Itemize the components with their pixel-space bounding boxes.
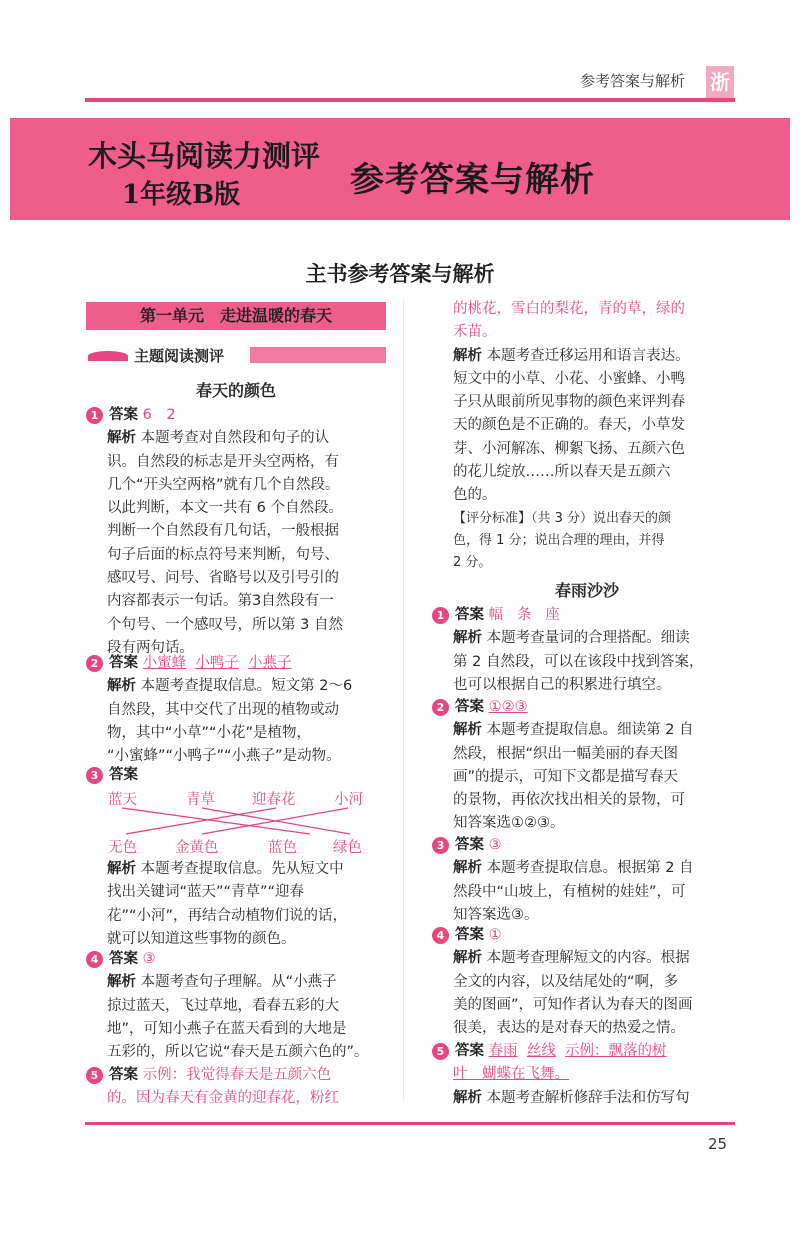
q5-answer: 示例：飘落的树	[565, 1043, 667, 1059]
q2-answer: ①②③	[488, 699, 528, 715]
q3-answer-row	[86, 764, 138, 787]
q5-answer-text: 的桃花，雪白的梨花，青的草，绿的	[453, 301, 685, 317]
question-number: 5	[86, 1067, 103, 1084]
right-q5	[432, 1040, 752, 1110]
left-story-title: 春天的颜色	[195, 381, 276, 400]
analysis-text: 本题考查提取信息。短文第 2～6	[140, 678, 353, 695]
analysis-line: “小蜜蜂”“小鸭子”“小燕子”是动物。	[107, 748, 341, 765]
answer-label: 答案	[455, 607, 484, 623]
analysis-label: 解析	[453, 860, 482, 877]
match-bottom-item: 绿色	[333, 840, 362, 856]
right-q4	[432, 924, 752, 1040]
analysis-line: 内容都表示一句话。第3自然段有一	[107, 593, 334, 610]
answer-label: 答案	[455, 927, 484, 943]
analysis-label: 解析	[453, 347, 482, 364]
answer-label: 答案	[455, 837, 484, 853]
right-q3	[432, 834, 752, 927]
q5-answer: 春雨	[488, 1043, 518, 1059]
answer-label: 答案	[109, 767, 138, 783]
analysis-label: 解析	[107, 678, 136, 695]
left-q4	[86, 948, 396, 1064]
analysis-line: 物，其中“小草”“小花”是植物，	[107, 724, 312, 741]
province-badge: 浙	[706, 66, 734, 98]
analysis-line: 段有两句话。	[107, 639, 194, 656]
q5-answer-row	[432, 1040, 752, 1063]
analysis-line: 花”“小河”，再结合动植物们说的话，	[107, 907, 348, 924]
analysis-line: 五彩的，所以它说“春天是五颜六色的”。	[107, 1044, 369, 1061]
q5-answer-text: 叶 蝴蝶在飞舞。	[453, 1066, 569, 1083]
question-number: 4	[432, 927, 449, 944]
analysis-label: 解析	[453, 722, 482, 739]
analysis-line	[86, 427, 396, 450]
left-q2	[86, 652, 396, 768]
analysis-text: 本题考查对自然段和句子的认	[140, 430, 330, 447]
q1-answer: 6 2	[142, 407, 176, 423]
match-top-item: 蓝天	[108, 792, 137, 808]
analysis-line	[432, 857, 752, 880]
analysis-line: 的花儿绽放……所以春天是五颜六	[453, 464, 671, 481]
analysis-line: 天的颜色是不正确的。春天，小草发	[453, 417, 685, 434]
q5-answer-text: 禾苗。	[453, 324, 497, 341]
analysis-line: 很美，表达的是对春天的热爱之情。	[453, 1020, 685, 1037]
analysis-line	[86, 675, 396, 698]
analysis-line	[86, 858, 396, 881]
book-title: 木头马阅读力测评	[88, 139, 321, 173]
right-q2	[432, 696, 752, 836]
banner-main-title: 参考答案与解析	[350, 160, 595, 200]
boat-icon	[88, 351, 128, 361]
subhead	[88, 345, 224, 366]
analysis-line: 几个“开头空两格”就有几个自然段。	[107, 476, 340, 493]
q2-answer: 小燕子	[248, 655, 292, 671]
q4-answer-row	[432, 924, 752, 947]
q1-answer: 座	[545, 607, 560, 623]
match-top-item: 青草	[186, 792, 215, 808]
answer-label: 答案	[109, 655, 138, 671]
analysis-line: 就可以知道这些事物的颜色。	[107, 930, 296, 947]
analysis-line: 知答案选①②③。	[453, 815, 565, 832]
book-edition: 1年级B版	[122, 180, 241, 210]
right-continuation	[432, 298, 752, 574]
q2-answer: 小鸭子	[195, 655, 239, 671]
section-title: 主书参考答案与解析	[305, 262, 495, 286]
footer-rule	[85, 1122, 735, 1125]
q5-answer-text: 示例：我觉得春天是五颜六色	[142, 1067, 332, 1083]
q5-answer-row	[86, 1064, 396, 1087]
analysis-line	[432, 627, 752, 650]
right-story-title: 春雨沙沙	[554, 581, 619, 600]
analysis-label: 解析	[107, 861, 136, 877]
left-q1	[86, 404, 396, 660]
scoring-criteria: 2 分。	[453, 554, 492, 570]
answer-label: 答案	[109, 951, 138, 967]
subhead-bar	[250, 347, 386, 363]
analysis-line: 芽、小河解冻、柳絮飞扬、五颜六色	[453, 440, 685, 457]
running-header: 参考答案与解析	[580, 72, 686, 90]
analysis-label: 解析	[453, 630, 482, 647]
q4-answer: ③	[142, 951, 156, 967]
match-top-item: 迎春花	[252, 792, 296, 808]
question-number: 1	[86, 407, 103, 424]
q1-answer: 条	[516, 607, 532, 623]
question-number: 3	[86, 767, 103, 784]
analysis-line: 感叹号、问号、省略号以及引号引的	[107, 570, 339, 587]
answer-label: 答案	[455, 1043, 484, 1059]
question-number: 4	[86, 951, 103, 968]
scoring-criteria: 【评分标准】（共 3 分）说出春天的颜	[453, 510, 672, 526]
analysis-line: 也可以根据自己的积累进行填空。	[453, 676, 671, 693]
subhead-text: 主题阅读测评	[134, 347, 225, 365]
scoring-criteria: 色，得 1 分；说出合理的理由，并得	[453, 532, 665, 548]
analysis-line: 判断一个自然段有几句话，一般根据	[107, 523, 339, 540]
analysis-label: 解析	[453, 950, 482, 967]
q1-answer-row	[432, 604, 752, 627]
analysis-text: 本题考查提取信息。细读第 2 自	[486, 722, 694, 739]
unit-title: 第一单元 走进温暖的春天	[86, 302, 386, 330]
q5-answer-text: 的。因为春天有金黄的迎春花，粉红	[107, 1090, 339, 1107]
analysis-line: 句子后面的标点符号来判断，句号、	[107, 546, 339, 563]
analysis-line: 色的。	[453, 487, 497, 504]
analysis-line: 然段，根据“织出一幅美丽的春天图	[453, 745, 679, 762]
analysis-line: 个句号、一个感叹号，所以第 3 自然	[107, 616, 343, 633]
analysis-label: 解析	[107, 430, 136, 447]
match-bottom-item: 蓝色	[268, 840, 297, 856]
right-q1	[432, 604, 752, 697]
analysis-line	[432, 345, 752, 368]
analysis-line: 短文中的小草、小花、小蜜蜂、小鸭	[453, 370, 685, 387]
analysis-line: 美的图画”，可知作者认为春天的图画	[453, 996, 693, 1013]
q2-answer-row	[432, 696, 752, 719]
analysis-text: 本题考查句子理解。从“小燕子	[140, 974, 337, 991]
match-bottom-item: 无色	[108, 840, 137, 856]
analysis-line: 子只从眼前所见事物的颜色来评判春	[453, 394, 685, 411]
q4-answer-row	[86, 948, 396, 971]
answer-label: 答案	[109, 1067, 138, 1083]
analysis-text: 本题考查提取信息。根据第 2 自	[486, 860, 694, 877]
q3-answer: ③	[488, 837, 502, 853]
q2-answer-row	[86, 652, 396, 675]
analysis-line: 画”的提示，可知下文都是描写春天	[453, 768, 679, 785]
analysis-text: 本题考查解析修辞手法和仿写句	[486, 1089, 690, 1106]
answer-label: 答案	[455, 699, 484, 715]
analysis-line: 以此判断，本文一共有 6 个自然段。	[107, 500, 343, 517]
left-q3-analysis	[86, 858, 396, 951]
match-top-item: 小河	[334, 792, 363, 808]
analysis-line: 识。自然段的标志是开头空两格，有	[107, 453, 339, 470]
match-bottom-item: 金黄色	[175, 840, 219, 856]
analysis-line: 全文的内容，以及结尾处的“啊，多	[453, 973, 679, 990]
left-q5	[86, 1064, 396, 1111]
column-divider	[403, 300, 404, 1100]
analysis-line: 的景物，再依次找出相关的景物，可	[453, 792, 685, 809]
analysis-text: 本题考查理解短文的内容。根据	[486, 950, 690, 967]
analysis-label: 解析	[107, 974, 136, 991]
matching-lines	[86, 806, 386, 836]
question-number: 2	[86, 655, 103, 672]
analysis-line: 找出关键词“蓝天”“青草”“迎春	[107, 884, 305, 901]
q1-answer-row	[86, 404, 396, 427]
analysis-line: 知答案选③。	[453, 906, 539, 923]
analysis-text: 本题考查量词的合理搭配。细读	[486, 630, 690, 647]
analysis-line: 然段中“山坡上，有植树的娃娃”，可	[453, 883, 686, 900]
question-number: 1	[432, 607, 449, 624]
analysis-line: 地”，可知小燕子在蓝天看到的大地是	[107, 1020, 347, 1037]
answer-label: 答案	[109, 407, 138, 423]
analysis-text: 本题考查提取信息。先从短文中	[140, 861, 344, 877]
analysis-line	[432, 1087, 752, 1110]
question-number: 2	[432, 699, 449, 716]
q5-answer: 丝线	[526, 1043, 556, 1059]
analysis-line: 第 2 自然段，可以在该段中找到答案，	[453, 653, 704, 670]
analysis-line	[432, 719, 752, 742]
q1-answer: 幅	[488, 607, 504, 623]
analysis-text: 本题考查迁移运用和语言表达。	[486, 347, 690, 364]
analysis-line: 自然段，其中交代了出现的植物或动	[107, 701, 339, 718]
page-number: 25	[708, 1135, 728, 1153]
question-number: 3	[432, 837, 449, 854]
analysis-label: 解析	[453, 1089, 482, 1106]
header-rule	[85, 98, 735, 102]
analysis-line	[86, 971, 396, 994]
q2-answer: 小蜜蜂	[142, 655, 187, 671]
q4-answer: ①	[488, 927, 502, 943]
analysis-line	[432, 947, 752, 970]
analysis-line: 掠过蓝天，飞过草地，看春五彩的大	[107, 997, 339, 1014]
question-number: 5	[432, 1043, 449, 1060]
q3-answer-row	[432, 834, 752, 857]
